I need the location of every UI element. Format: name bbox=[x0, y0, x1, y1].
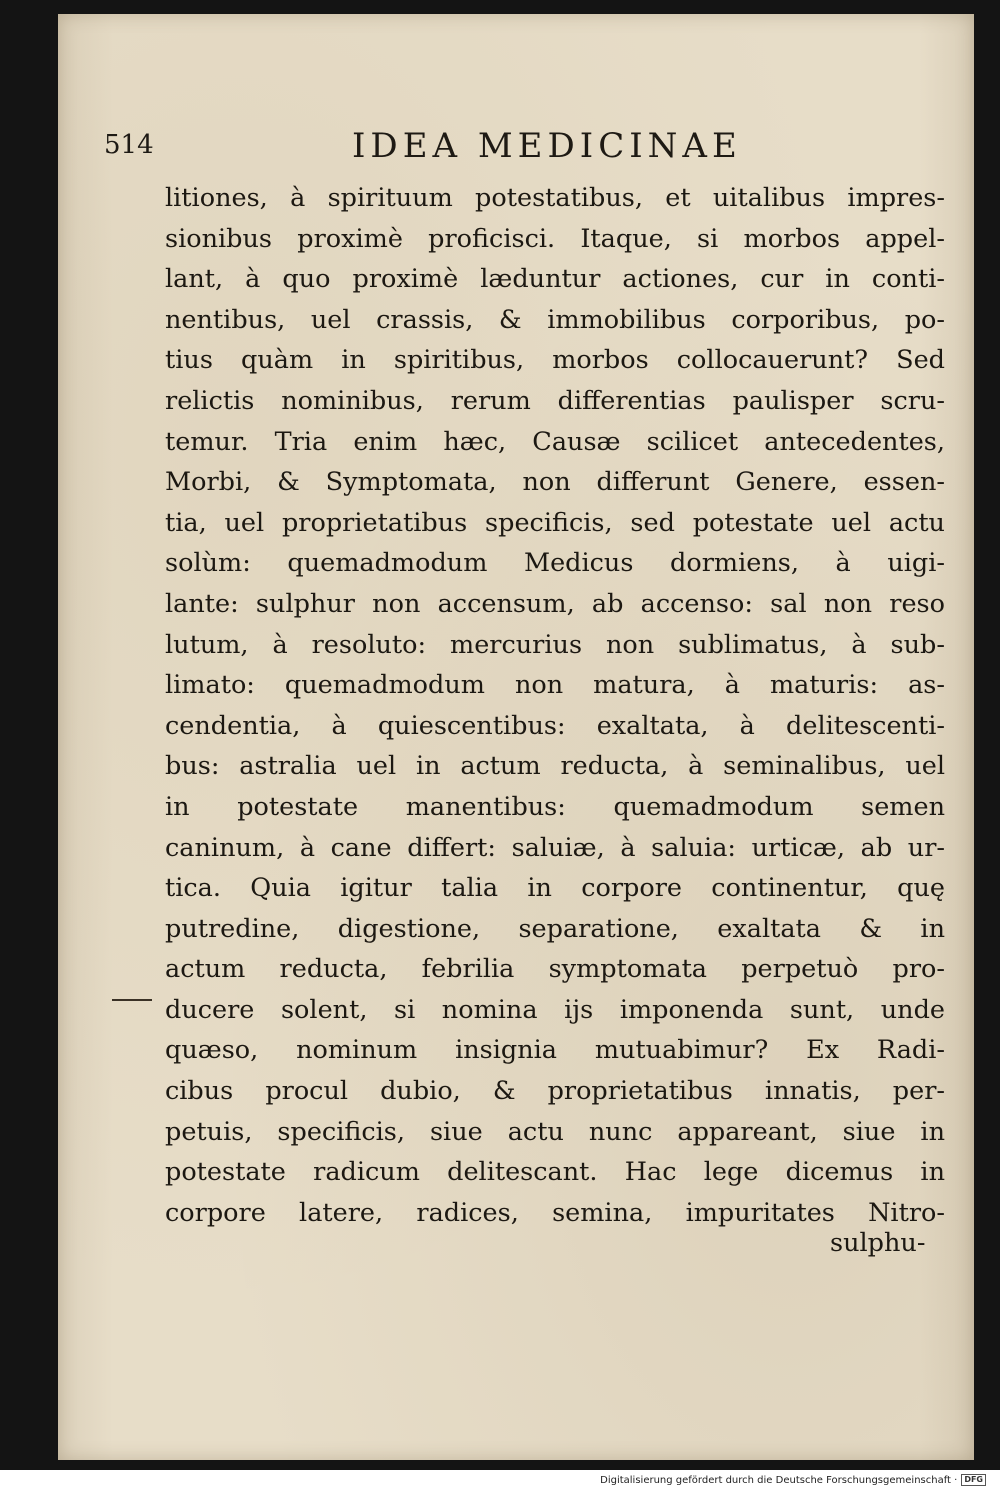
text-line: nentibus, uel crassis, & immobilibus corporibus, po- bbox=[165, 304, 945, 335]
text-line: quæso, nominum insignia mutuabimur? Ex Radi- bbox=[165, 1035, 945, 1066]
catchword: sulphu- bbox=[830, 1228, 926, 1258]
text-line: ducere solent, si nomina ijs imponenda sunt, unde bbox=[165, 994, 945, 1025]
text-line: sionibus proximè proficisci. Itaque, si morbos appel- bbox=[165, 223, 945, 254]
text-line: temur. Tria enim hæc, Causæ scilicet antecedentes, bbox=[165, 426, 945, 457]
text-line: limato: quemadmodum non matura, à maturis: as- bbox=[165, 670, 945, 701]
text-line: in potestate manentibus: quemadmodum semen bbox=[165, 791, 945, 822]
text-line: cibus procul dubio, & proprietatibus innatis, per- bbox=[165, 1076, 945, 1107]
text-line: petuis, specificis, siue actu nunc appareant, siue in bbox=[165, 1116, 945, 1147]
text-line: tia, uel proprietatibus specificis, sed potestate uel actu bbox=[165, 507, 945, 538]
text-line: putredine, digestione, separatione, exaltata & in bbox=[165, 913, 945, 944]
text-line: relictis nominibus, rerum differentias paulisper scru- bbox=[165, 385, 945, 416]
digitization-footer bbox=[600, 1474, 986, 1486]
text-line: bus: astralia uel in actum reducta, à seminalibus, uel bbox=[165, 751, 945, 782]
text-line: potestate radicum delitescant. Hac lege dicemus in bbox=[165, 1157, 945, 1188]
body-text bbox=[165, 178, 945, 1233]
text-line: tica. Quia igitur talia in corpore continentur, quę bbox=[165, 873, 945, 904]
text-line: litiones, à spirituum potestatibus, et uitalibus impres- bbox=[165, 183, 945, 213]
funding-credit: Digitalisierung gefördert durch die Deutsche Forschungsgemeinschaft · bbox=[600, 1474, 958, 1486]
text-line: caninum, à cane differt: saluiæ, à saluia: urticæ, ab ur- bbox=[165, 832, 945, 863]
text-line: actum reducta, febrilia symptomata perpetuò pro- bbox=[165, 954, 945, 985]
running-head: IDEA MEDICINAE bbox=[352, 126, 742, 166]
text-line: cendentia, à quiescentibus: exaltata, à delitescenti- bbox=[165, 710, 945, 741]
margin-mark bbox=[112, 999, 152, 1001]
text-line: lante: sulphur non accensum, ab accenso: sal non reso bbox=[165, 588, 945, 619]
page-number: 514 bbox=[104, 130, 154, 160]
text-line: solùm: quemadmodum Medicus dormiens, à uigi- bbox=[165, 548, 945, 579]
dfg-logo: DFG bbox=[961, 1474, 986, 1486]
text-line: tius quàm in spiritibus, morbos collocauerunt? Sed bbox=[165, 345, 945, 376]
text-line: corpore latere, radices, semina, impuritates Nitro- bbox=[165, 1197, 945, 1228]
text-line: lant, à quo proximè læduntur actiones, cur in conti- bbox=[165, 264, 945, 295]
text-line: lutum, à resoluto: mercurius non sublimatus, à sub- bbox=[165, 629, 945, 660]
text-line: Morbi, & Symptomata, non differunt Genere, essen- bbox=[165, 467, 945, 498]
